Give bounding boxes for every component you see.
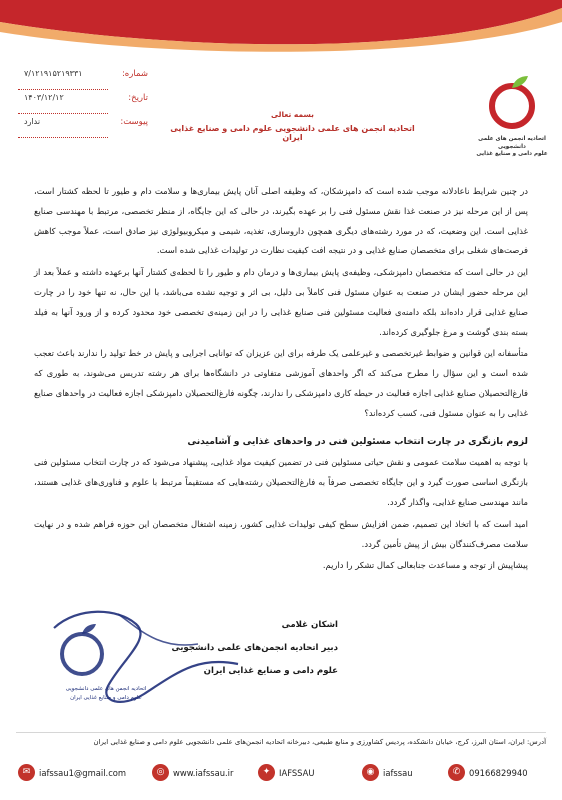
email-text[interactable]: iafssau1@gmail.com [39, 767, 127, 778]
meta-date [18, 90, 148, 114]
twitter-icon: ✦ [258, 764, 275, 781]
globe-icon: ◎ [152, 764, 169, 781]
organization-title: اتحادیه انجمن های علمی دانشجویی علوم دامی و صنایع غذایی ایران [170, 124, 415, 142]
meta-attachment [18, 114, 148, 138]
header-wave-decoration [0, 0, 562, 70]
email-icon: ✉ [18, 764, 35, 781]
basmala: بسمه تعالی [271, 110, 314, 119]
date-value: ۱۴۰۳/۱۲/۱۲ [18, 90, 108, 114]
number-value: ۷/۱۲۱۹۱۵۲۱۹۳۳۱ [18, 66, 108, 90]
instagram-text[interactable]: iafssau [383, 767, 413, 778]
signer-title-line-2: علوم دامی و صنایع غذایی ایران [203, 666, 338, 676]
twitter-text[interactable]: IAFSSAU [279, 767, 315, 778]
signer-name: اشکان غلامی [281, 620, 338, 630]
instagram-icon: ◉ [362, 764, 379, 781]
logo-line-1: اتحادیه انجمن های علمی دانشجویی [478, 136, 546, 150]
meta-number [18, 66, 148, 90]
footer-divider [16, 732, 546, 733]
phone-icon: ✆ [448, 764, 465, 781]
paragraph-2: این در حالی است که متخصصان دامپزشکی، وظیفه‌ی پایش بیماری‌ها و درمان دام و طیور را تا لحظه‌ی کشتار آنها برعهده داشته و عملاً بعد از این مرحله حضور ایشان در صنعت به عنوان مسئول فنی کاملاً بی دلیل، بی اثر و توجیه نشده می‌باشد، با این حال، نه تنها خود را در چارت صنایع غذایی قرار داده‌اند بلکه دامنه‌ی فعالیت مسئولین فنی صنایع غذایی را در این زمینه‌ی تخصصی خود محدود کرده و از ورود آنها به فیلد بسته بندی گوشت و مرغ جلوگیری کرده‌اند. [34, 267, 528, 337]
number-label: شماره: [121, 69, 148, 79]
website-contact[interactable] [152, 764, 233, 781]
website-text[interactable]: www.iafssau.ir [173, 767, 234, 778]
twitter-contact[interactable] [258, 764, 315, 781]
phone-text[interactable]: 09166829940 [469, 767, 528, 778]
stamp-line-2: علوم دامی و صنایع غذایی ایران [70, 695, 142, 701]
attachment-label: پیوست: [120, 117, 148, 127]
footer-contacts [12, 758, 550, 786]
paragraph-6: پیشاپیش از توجه و مساعدت جنابعالی کمال تشکر را داریم. [322, 560, 528, 571]
paragraph-3: متأسفانه این قوانین و ضوابط غیرتخصصی و غیرعلمی یک طرفه برای این عزیزان که توانایی اجرایی و پایش در خط تولید را ندارند باعث تعجب شده است و این سؤال را مطرح می‌کند که اگر واحدهای آموزشی متفاوتی در دانشگاه‌ها برای هر رشته تدریس می‌شوند، به طوری که فارغ‌التحصیلان صنایع غذایی اجازه فعالیت در حیطه کاری دامپزشکی را ندارند، چگونه فارغ‌التحصیلان دامپزشکی اجازه فعالیت در واحدهای صنایع غذایی را به عنوان مسئول فنی، کسب کرده‌اند؟ [34, 348, 528, 418]
letter-body [34, 182, 528, 578]
organization-logo [472, 72, 552, 170]
email-contact[interactable] [18, 764, 126, 781]
logo-mark-icon [484, 72, 540, 132]
letter-header [170, 110, 415, 142]
attachment-value: ندارد [18, 114, 108, 138]
signer-title-line-1: دبیر اتحادیه انجمن‌های علمی دانشجویی [171, 643, 338, 653]
paragraph-5: امید است که با اتخاذ این تصمیم، ضمن افزایش سطح کیفی تولیدات غذایی کشور، زمینه اشتغال متخصصان این حوزه فراهم شده و در نهایت سلامت مصرف‌کنندگان بیش از پیش تأمین گردد. [34, 518, 528, 549]
footer-address: آدرس: ایران، استان البرز، کرج، خیابان دانشکده، پردیس کشاورزی و منابع طبیعی، دبیرخانه اتحادیه انجمن‌های علمی دانشجویی علوم دامی و صنایع غذایی ایران [93, 738, 546, 746]
letter-meta [18, 66, 148, 138]
signature-block [118, 614, 338, 683]
paragraph-1: در چنین شرایط ناعادلانه موجب شده است که دامپزشکان، که وظیفه اصلی آنان پایش بیماری‌ها و سلامت دام و طیور تا لحظه کشتار است، پس از این مرحله نیز در صنعت غذا نقش مسئول فنی را بر عهده بگیرند، در حالی که این جایگاه، از منظر تخصصی، مرتبط با مهندسی صنایع غذایی است. این وضعیت، که در مورد رشته‌های دیگری همچون داروسازی، تغذیه، شیمی و میکروبیولوژی نیز صادق است، عملاً موجب کاهش فرصت‌های شغلی برای متخصصان صنایع غذایی و در نتیجه افت کیفیت نظارت در تولیدات غذایی شده است. [34, 186, 528, 256]
paragraph-4: با توجه به اهمیت سلامت عمومی و نقش حیاتی مسئولین فنی در تضمین کیفیت مواد غذایی، پیشنهاد می‌شود که در چارت انتخاب مسئولین فنی بازنگری اساسی صورت گیرد و این جایگاه تخصصی صرفاً به فارغ‌التحصیلان رشته‌هایی که مستقیماً مرتبط با علوم و فناوری‌های غذایی هستند، مانند مهندسی صنایع غذایی، واگذار گردد. [34, 457, 528, 507]
stamp-line-1: اتحادیه انجمن های علمی دانشجویی [65, 686, 147, 692]
instagram-contact[interactable] [362, 764, 413, 781]
section-title: لزوم بازنگری در چارت انتخاب مسئولین فنی در واحدهای غذایی و آشامیدنی [187, 435, 528, 447]
logo-line-2: علوم دامی و صنایع غذایی [476, 151, 548, 157]
phone-contact[interactable] [448, 764, 528, 781]
date-label: تاریخ: [128, 93, 148, 103]
